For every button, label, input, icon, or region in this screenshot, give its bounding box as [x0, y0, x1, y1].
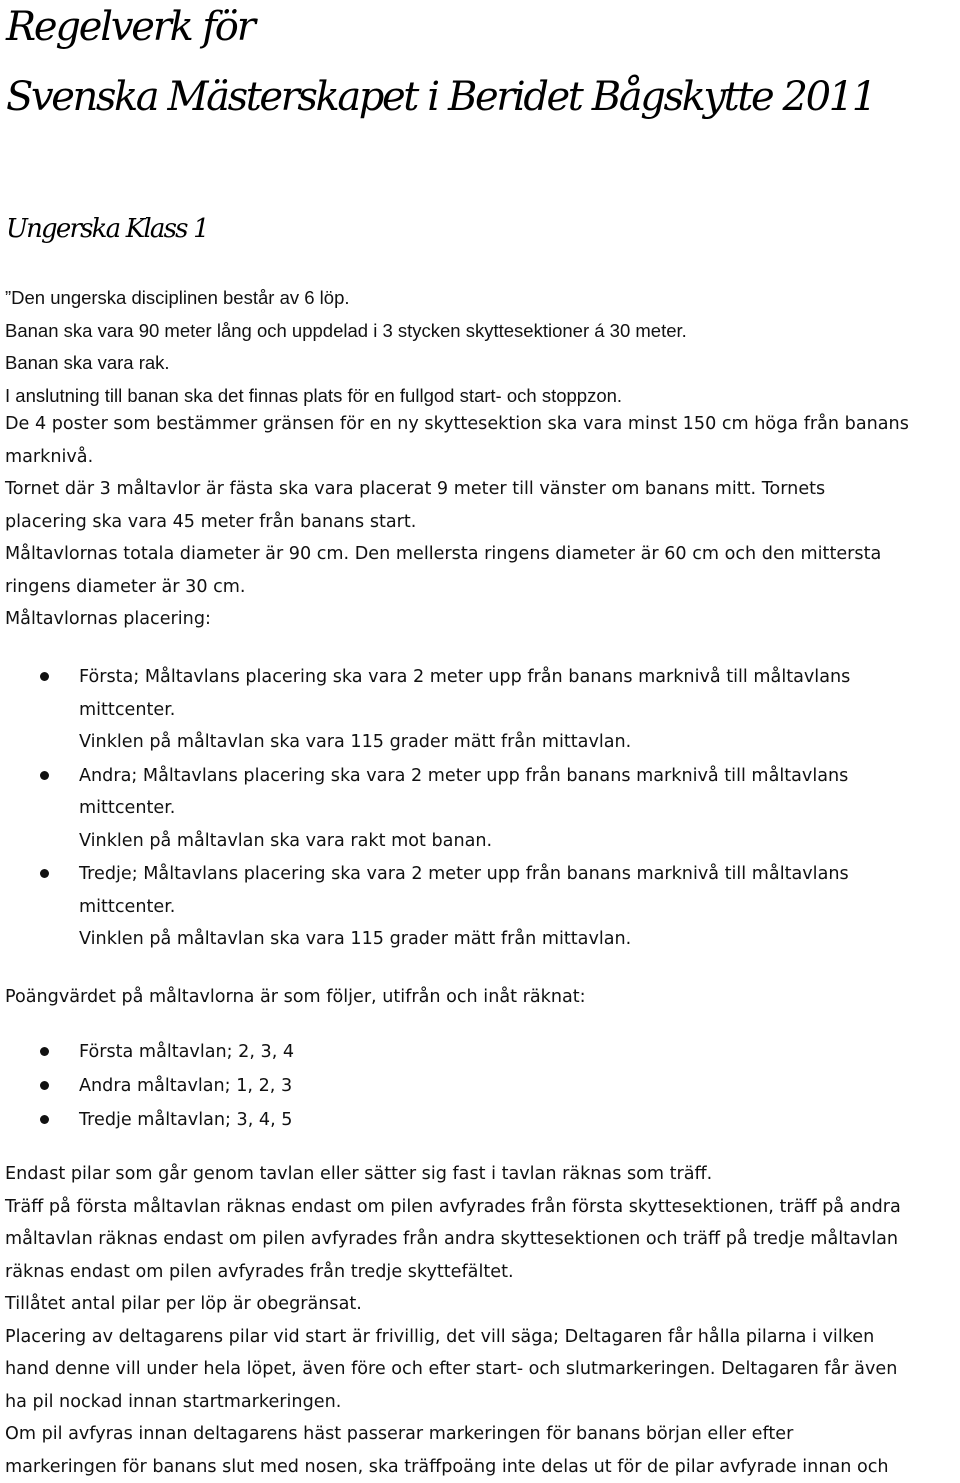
placement-line: Vinklen på måltavlan ska vara rakt mot banan.: [79, 825, 960, 858]
list-item: [0, 1036, 960, 1070]
rules-line: markeringen för banans slut med nosen, ska träffpoäng inte delas ut för de pilar avfyrade innan och: [5, 1451, 960, 1483]
placement-heading: Måltavlornas placering:: [5, 603, 957, 636]
document-title-line-1: Regelverk för: [6, 4, 254, 50]
placement-line: Tredje; Måltavlans placering ska vara 2 meter upp från banans marknivå till måltavlans: [79, 858, 960, 891]
placement-line: Vinklen på måltavlan ska vara 115 grader mätt från mittavlan.: [79, 726, 960, 759]
intro-line: Banan ska vara 90 meter lång och uppdelad i 3 stycken skyttesektioner á 30 meter.: [5, 315, 960, 348]
intro-lines: [5, 282, 960, 412]
bullet-icon: [40, 869, 49, 878]
rules-line: måltavlan räknas endast om pilen avfyrades från andra skyttesektionen och träff på tredje måltavlan: [5, 1223, 960, 1256]
rules-line: Träff på första måltavlan räknas endast om pilen avfyrades från första skyttesektionen, träff på andra: [5, 1191, 960, 1224]
rules-line: hand denne vill under hela löpet, även före och efter start- och slutmarkeringen. Deltagaren får även: [5, 1353, 960, 1386]
list-item: [0, 760, 960, 858]
bullet-icon: [40, 771, 49, 780]
rules-paragraphs: [5, 1158, 960, 1483]
bullet-icon: [40, 1081, 49, 1090]
rules-line: Placering av deltagarens pilar vid start är frivillig, det vill säga; Deltagaren får hålla pilarna i vilken: [5, 1321, 960, 1354]
rules-line: ha pil nockad innan startmarkeringen.: [5, 1386, 960, 1419]
placement-line: Andra; Måltavlans placering ska vara 2 meter upp från banans marknivå till måltavlans: [79, 760, 960, 793]
list-item: [0, 858, 960, 956]
rules-line: Endast pilar som går genom tavlan eller sätter sig fast i tavlan räknas som träff.: [5, 1158, 960, 1191]
score-item: Tredje måltavlan; 3, 4, 5: [79, 1110, 293, 1130]
score-heading: Poängvärdet på måltavlorna är som följer, utifrån och inåt räknat:: [5, 981, 586, 1014]
tower-text-line: Tornet där 3 måltavlor är fästa ska vara placerat 9 meter till vänster om banans mitt. Tornets: [5, 473, 957, 506]
bullet-icon: [40, 1047, 49, 1056]
intro-line: Banan ska vara rak.: [5, 347, 960, 380]
list-item: [0, 661, 960, 759]
list-item: [0, 1070, 960, 1104]
bullet-icon: [40, 1115, 49, 1124]
placement-list: [0, 661, 960, 957]
posts-text-line: marknivå.: [5, 441, 957, 474]
intro-line: I anslutning till banan ska det finnas plats för en fullgod start- och stoppzon.: [5, 380, 960, 413]
rules-line: Om pil avfyras innan deltagarens häst passerar markeringen för banans början eller efter: [5, 1418, 960, 1451]
rules-line: Tillåtet antal pilar per löp är obegränsat.: [5, 1288, 960, 1321]
placement-line: Vinklen på måltavlan ska vara 115 grader mätt från mittavlan.: [79, 923, 960, 956]
posts-text-line: De 4 poster som bestämmer gränsen för en ny skyttesektion ska vara minst 150 cm höga från banans: [5, 408, 957, 441]
placement-line: mittcenter.: [79, 891, 960, 924]
document-title-line-2: Svenska Mästerskapet i Beridet Bågskytte 2011: [6, 74, 875, 120]
intro-line: ”Den ungerska disciplinen består av 6 löp.: [5, 282, 960, 315]
placement-line: mittcenter.: [79, 792, 960, 825]
specification-paragraphs: [5, 408, 957, 636]
list-item: [0, 1104, 960, 1138]
rules-line: räknas endast om pilen avfyrades från tredje skyttefältet.: [5, 1256, 960, 1289]
tower-text-line: placering ska vara 45 meter från banans start.: [5, 506, 957, 539]
score-item: Andra måltavlan; 1, 2, 3: [79, 1076, 292, 1096]
score-list: [0, 1036, 960, 1138]
diameter-text-line: ringens diameter är 30 cm.: [5, 571, 957, 604]
placement-line: Första; Måltavlans placering ska vara 2 meter upp från banans marknivå till måltavlans: [79, 661, 960, 694]
section-heading: Ungerska Klass 1: [6, 214, 208, 244]
diameter-text-line: Måltavlornas totala diameter är 90 cm. Den mellersta ringens diameter är 60 cm och den mittersta: [5, 538, 957, 571]
placement-line: mittcenter.: [79, 694, 960, 727]
bullet-icon: [40, 672, 49, 681]
score-item: Första måltavlan; 2, 3, 4: [79, 1042, 294, 1062]
